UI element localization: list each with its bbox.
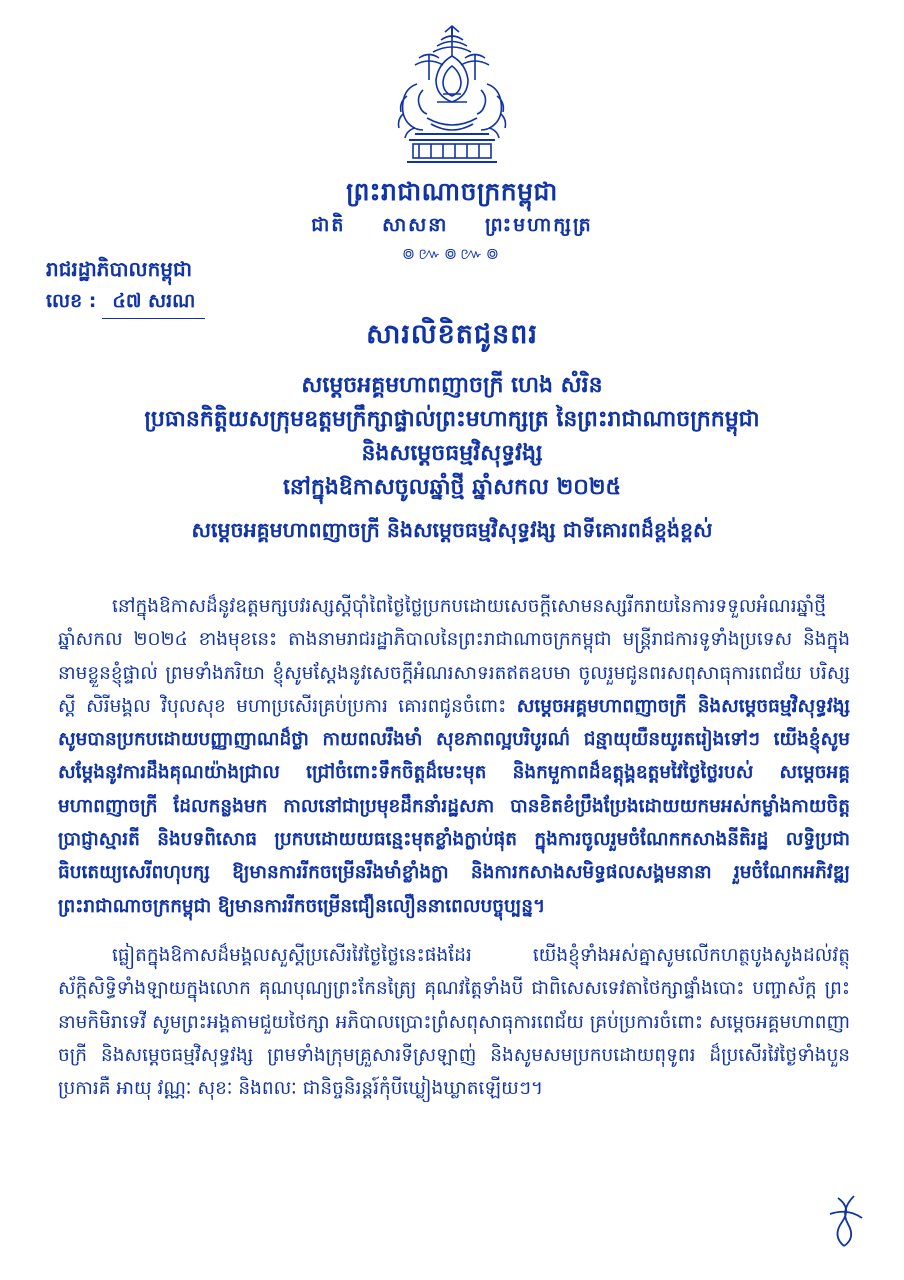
subtitle-line-3: និងសម្តេចធម្មវិសុទ្ធវង្ស [361, 441, 543, 467]
page-title: សារលិខិតជូនពរ [366, 319, 538, 350]
national-header [0, 176, 904, 267]
motto-word-nation: ជាតិ [311, 214, 346, 237]
motto-word-religion: សាសនា [382, 214, 449, 237]
government-block [46, 256, 205, 319]
body-paragraph-2: ធ្លៀតក្នុងឱកាសដ៏មង្គលសួស្តីប្រសើរវៃថ្ងៃថ្លៃនេះផងដែរ យើងខ្ញុំទាំងអស់គ្នាសូមលើកហត្ថបូងសូងដល់វត្ថុស័ក្តិសិទ្ធិទាំងឡាយក្នុងលោក គុណបុណ្យព្រះកែនត្រៃ្យ គុណវត្តៃទាំងបី ជាពិសេសទេវតាថៃក្សាផ្ទាំងបោះ បញ្ចាស័ក្ត ព្រះនាមកិមិរាទេវី សូមព្រះអង្គតាមជួយថៃក្សា អភិបាលប្រោះព្រំសពុសាធុការពេជ័យ គ្រប់ប្រការចំពោះ សម្តេចអគ្គមហាពញាចក្រី និងសម្តេចធម្មវិសុទ្ធវង្ស ព្រមទាំងក្រុមគ្រួសារទីស្រឡាញ់ និងសូមសមប្រកបដោយពុទូពរ ដ៏ប្រសើរវៃថ្ងៃទាំងបួនប្រការគឺ អាយុ វណ្ណៈ សុខៈ និងពលៈ ជានិច្ចនិរន្តរ៍កុំបីឃ្លៀងឃ្លាតឡើយៗ។ [58, 944, 850, 1100]
royal-arms-of-cambodia-icon [357, 22, 547, 176]
document-number [46, 289, 205, 319]
signature-mark [824, 1192, 868, 1254]
document-body [58, 590, 850, 1105]
title-subtitle [0, 369, 904, 505]
body-paragraph-1-tail: សម្តេចអគ្គមហាពញាចក្រី និងសម្តេចធម្មវិសុទ្ធវង្ស សូមបានប្រកបដោយបញ្ញាញាណដ៏ថ្លា កាយពលរឹងមាំ សុខភាពល្អបរិបូរណ៌ ជន្មាយុយឺនយូរតរៀងទៅៗ យើងខ្ញុំសូម សម្តែងនូវការដឹងគុណយ៉ាងជ្រាល ជ្រៅចំពោះទឹកចិត្តដ៏មេះមុត និងកមួកាពដ៏ឧត្តុង្គឧត្តមវៃថ្ងៃថ្លៃរបស់ សម្តេចអគ្គមហាពញាចក្រី ដែលកន្លងមក កាលនៅជាប្រមុខដឹកនាំរដ្ឋសភា បានខិតខំប្រឹងប្រែងដោយយកមអស់កម្លាំងកាយចិត្ត ប្រាជ្ញាស្មារតី និងបទពិសោធ ប្រកបដោយយធន្មេះមុតខ្លាំងក្លាប់ផុត ក្នុងការចូលរួមចំណែកកសាងនីតិរដ្ឋ លទ្ធិប្រជាធិបតេយ្យសេរីពហុបក្ស ឱ្យមានការរីកចម្រើនរឹងមាំខ្លាំងក្លា និងការកសាងសមិទ្ធផលសង្គមនានា រួមចំណែកអភិវឌ្ឍព្រះរាជាណាចក្រកម្ពុជា ឱ្យមានការរីកចម្រើនជឿនលឿននាពេលបច្ចុប្បន្ន។ [58, 695, 850, 917]
body-paragraph-1 [58, 590, 850, 923]
emblem-container [0, 22, 904, 176]
ornament-divider: ៙៚៙៚៙ [401, 244, 503, 264]
subtitle-line-4: នៅក្នុងឱកាសចូលឆ្នាំថ្មី ឆ្នាំសកល ២០២៥ [282, 475, 622, 501]
body-paragraph-1-head: នៅក្នុងឱកាសដ៏នូវឧត្តមក្សបវរស្សស្តីប៉ាំពៃថ្ងៃថ្លៃប្រកបដោយសេចក្តីសោមនស្សរីករាយនៃការទទួលអំណរឆ្នាំថ្មី ឆ្នាំសកល ២០២៤ ខាងមុខនេះ តាងនាមរាជរដ្ឋាភិបាលនៃព្រះរាជាណាចក្រកម្ពុជា មន្ត្រីរាជការទូទាំងប្រទេស និងក្នុងនាមខ្លួនខ្ញុំផ្ទាល់ ព្រមទាំងភរិយា ខ្ញុំសូមស្តែងនូវសេចក្តីអំណរសាទរតឥតឧបមា ចូលរួមជូនពរសពុសាធុការពេជ័យ បរិស្សស្តី សិរីមង្គល វិបុលសុខ មហាប្រសើរគ្រប់ប្រការ គោរពជូនចំពោះ [58, 596, 850, 717]
title-block [0, 318, 904, 548]
recipient-line: សម្តេចអគ្គមហាពញាចក្រី និងសម្តេចធម្មវិសុទ្ធវង្ស ជាទីគោរពដ៏ខ្ពង់ខ្ពស់ [191, 518, 713, 543]
national-motto [0, 213, 904, 241]
subtitle-line-1: សម្តេចអគ្គមហាពញាចក្រី ហេង សំរិន [301, 373, 603, 398]
government-name: រាជរដ្ឋាភិបាលកម្ពុជា [46, 257, 192, 281]
nation-title: ព្រះរាជាណាចក្រកម្ពុជា [346, 177, 558, 206]
subtitle-line-2: ប្រធានកិត្តិយសក្រុមឧត្តមក្រឹក្សាផ្ទាល់ព្រះមហាក្សត្រ នៃព្រះរាជាណាចក្រកម្ពុជា [144, 407, 760, 433]
document-number-value: ៤៧ សរណ [102, 289, 205, 319]
motto-word-king: ព្រះមហាក្សត្រ [485, 214, 593, 237]
document-number-label: លេខ : [46, 290, 97, 312]
